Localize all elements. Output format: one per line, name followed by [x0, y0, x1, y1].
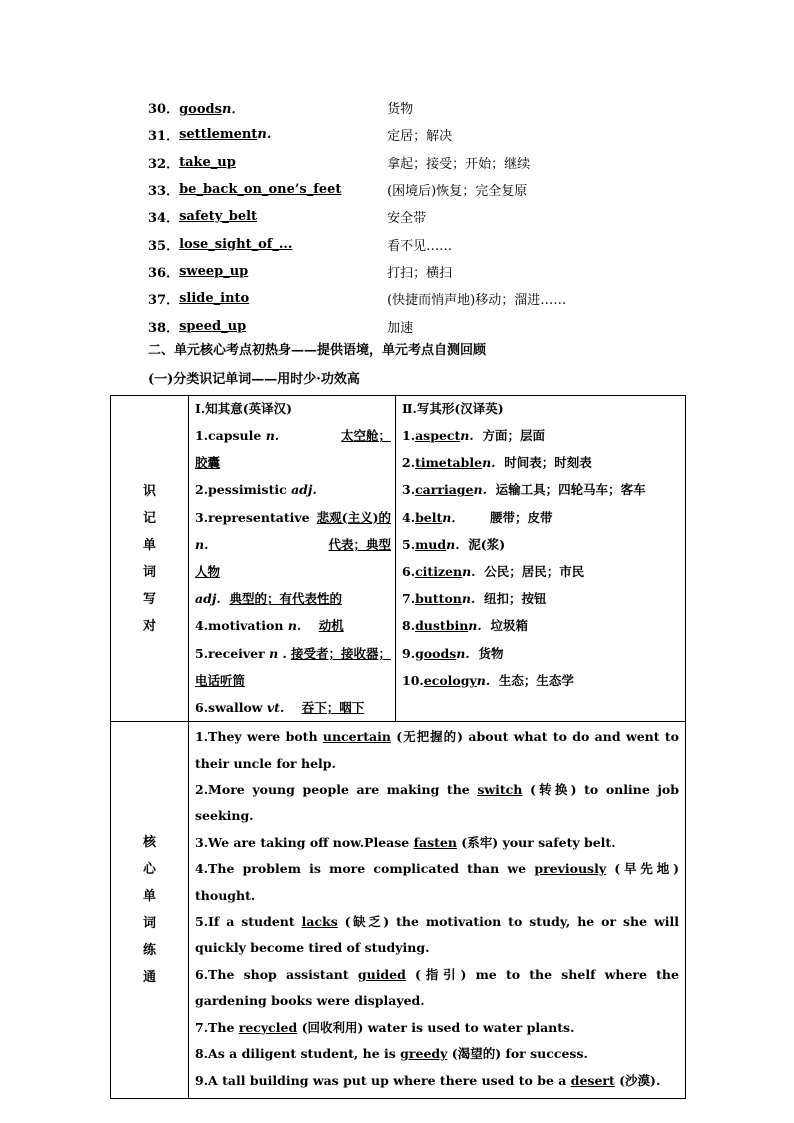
item-meaning: 打扫；横扫 [387, 265, 453, 281]
item-pos: n. [446, 536, 460, 552]
item-prefix: 9. [402, 645, 416, 661]
sentence-after: thought. [195, 887, 256, 903]
list-item [148, 258, 668, 285]
item-pos: n. [468, 618, 482, 634]
list-item [195, 422, 391, 449]
list-item [402, 667, 681, 694]
list-item-continued [195, 558, 391, 585]
item-term [179, 155, 387, 170]
sentence-hint: (转换) [522, 782, 585, 798]
sentence-answer: greedy [400, 1046, 448, 1062]
sentence-before: 8.As a diligent student, he is [195, 1046, 401, 1062]
term-answer: lose_sight_of_... [179, 236, 293, 252]
list-item [195, 640, 391, 667]
sentence-before: 7.The [195, 1019, 239, 1035]
sentence-item [195, 1068, 679, 1094]
item-answer-cont: 人物 [195, 564, 221, 580]
term-answer: goods [179, 102, 222, 118]
list-item [148, 121, 668, 148]
item-prefix: 5.receiver [195, 645, 270, 661]
item-pos: n. [473, 482, 487, 498]
item-pos: n. [461, 591, 476, 607]
item-pos: n. [456, 645, 470, 661]
list-item [402, 585, 681, 612]
item-answer-cont: 胶囊 [195, 455, 221, 471]
sentence-hint: (回收利用) [297, 1019, 368, 1035]
item-pos: n. [460, 428, 474, 443]
item-meaning: 看不见…… [387, 238, 453, 254]
column-header: Ⅰ.知其意(英译汉) [195, 401, 293, 416]
item-pos: n. [462, 564, 476, 580]
sentence-answer: fasten [413, 834, 457, 850]
item-answer: ecology [423, 672, 477, 688]
list-item [148, 176, 668, 203]
list-item [195, 612, 391, 639]
sentence-answer: lacks [301, 914, 338, 930]
item-answer: aspect [415, 428, 461, 443]
item-pos: n. [482, 455, 496, 471]
sentence-hint: (指引) [405, 966, 476, 982]
item-answer: 代表；典型 [328, 536, 391, 552]
sentence-answer: guided [357, 966, 406, 982]
item-prefix: 3. [402, 482, 416, 498]
item-meaning: 纽扣；按钮 [484, 591, 547, 607]
item-pos: adj. [195, 591, 221, 607]
item-prefix: 4.motivation [195, 618, 288, 634]
sentences-cell [189, 722, 686, 1099]
sentence-before: 3.We are taking off now.Please [195, 834, 414, 850]
term-answer: be_back_on_one’s_feet [179, 182, 342, 198]
sentence-hint: (早先地) [606, 861, 679, 877]
list-item [402, 531, 681, 558]
english-to-chinese-cell [189, 396, 396, 722]
list-item [148, 203, 668, 230]
list-item-continued [195, 449, 391, 476]
item-term [179, 127, 387, 142]
item-answer: 动机 [318, 618, 344, 634]
sentence-after: to online job seeking. [195, 782, 679, 824]
sentence-answer: switch [477, 782, 523, 798]
item-meaning: 安全带 [387, 211, 427, 227]
sentence-hint: (渴望的) [447, 1046, 506, 1062]
list-item [195, 694, 391, 721]
sentence-item [195, 962, 679, 1015]
item-pos: n. [265, 428, 280, 443]
item-meaning: 泥(浆) [468, 536, 506, 552]
item-number: 30． [148, 102, 180, 118]
item-term [179, 291, 387, 306]
term-pos: n. [257, 127, 272, 143]
column-header: Ⅱ.写其形(汉译英) [402, 401, 504, 416]
item-number: 33． [148, 184, 180, 200]
sentence-before: 2.More young people are making the [195, 782, 478, 798]
item-term [179, 319, 387, 334]
item-term [179, 209, 387, 224]
item-answer: 接受者；接收器； [290, 645, 391, 661]
sentence-before: 4.The problem is more complicated than we [195, 861, 535, 877]
item-prefix: 8. [402, 618, 416, 634]
item-prefix: 1. [402, 428, 416, 443]
item-answer: 太空舱； [340, 428, 391, 443]
item-meaning: 方面；层面 [482, 428, 545, 443]
row-label-cell [111, 396, 189, 722]
sentence-item [195, 1041, 679, 1067]
item-number: 36． [148, 265, 180, 281]
item-prefix: 10. [402, 672, 424, 688]
item-answer: carriage [415, 482, 474, 498]
item-term [179, 264, 387, 279]
term-answer: slide_into [179, 291, 250, 307]
item-pos: adj. [291, 482, 317, 498]
item-term [179, 237, 387, 252]
list-item [402, 558, 681, 585]
item-prefix: 5. [402, 536, 416, 552]
item-meaning: 拿起；接受；开始；继续 [387, 156, 531, 172]
list-item [148, 230, 668, 257]
sentence-item [195, 909, 679, 962]
sentence-after: water is used to water plants. [367, 1019, 575, 1035]
section-heading: 二、单元核心考点初热身——提供语境，单元考点自测回顾 [148, 343, 487, 358]
list-item [148, 312, 668, 339]
item-number: 34． [148, 211, 180, 227]
list-item [402, 476, 681, 503]
sentence-after: the motivation to study, he or she will quickly become tired of studying. [195, 914, 679, 956]
item-answer: 典型的；有代表性的 [229, 591, 342, 607]
row-label-cell [111, 722, 189, 1099]
item-answer: dustbin [415, 618, 469, 634]
list-item [402, 612, 681, 639]
item-pos: n. [287, 618, 302, 634]
item-meaning: 公民；居民；市民 [484, 564, 585, 580]
item-prefix: 4. [402, 509, 416, 525]
sentence-hint: (系牢) [456, 834, 503, 850]
sentence-item [195, 856, 679, 909]
sentence-before: 1.They were both [195, 729, 323, 745]
sentence-item [195, 724, 679, 777]
table-row [111, 722, 686, 1099]
item-prefix: 2. [402, 455, 416, 471]
list-item-continued [195, 667, 391, 694]
term-answer: take_up [179, 154, 236, 170]
item-pos: n. [195, 536, 209, 552]
item-meaning: 定居；解决 [387, 129, 453, 145]
sentence-item [195, 777, 679, 830]
item-meaning: 垃圾箱 [490, 618, 528, 634]
term-pos: n． [221, 102, 245, 118]
item-term [179, 182, 387, 197]
item-meaning: 货物 [387, 102, 414, 118]
sentence-hint: (无把握的) [390, 729, 469, 745]
item-pos: vt. [266, 700, 285, 716]
list-item [148, 149, 668, 176]
list-item [402, 640, 681, 667]
item-meaning: 加速 [387, 320, 414, 336]
sentence-item [195, 830, 679, 856]
term-answer: sweep_up [179, 263, 249, 279]
list-item [148, 94, 668, 121]
sentence-answer: recycled [238, 1019, 298, 1035]
sentence-hint: (沙漠) [614, 1072, 656, 1088]
item-answer: citizen [415, 564, 463, 580]
list-item [402, 422, 681, 449]
item-prefix: 6. [402, 564, 416, 580]
item-number: 35． [148, 238, 180, 254]
item-prefix: 1.capsule [195, 428, 266, 443]
sub-heading: (一)分类识记单词——用时少·功效高 [148, 372, 360, 387]
item-number: 37． [148, 293, 180, 309]
item-meaning: 时间表；时刻表 [504, 455, 592, 471]
item-meaning: 生态；生态学 [498, 672, 574, 688]
item-meaning: 腰带；皮带 [490, 509, 553, 525]
item-pos: n . [269, 645, 287, 661]
vocab-list [148, 94, 668, 340]
item-meaning: (快捷而悄声地)移动；溜进…… [387, 293, 567, 309]
term-answer: safety_belt [179, 209, 258, 225]
item-number: 38． [148, 320, 180, 336]
item-answer: button [415, 591, 462, 607]
sentence-item [195, 1015, 679, 1041]
item-pos: n． [442, 509, 464, 525]
sentence-hint: (缺乏) [337, 914, 397, 930]
sentence-before: 6.The shop assistant [195, 966, 358, 982]
sentence-before: 5.If a student [195, 914, 302, 930]
chinese-to-english-cell [396, 396, 686, 722]
item-number: 31． [148, 129, 180, 145]
row-label: 识记单词写对 [142, 483, 156, 634]
item-meaning: 运输工具；四轮马车；客车 [495, 482, 646, 498]
term-answer: speed_up [179, 318, 247, 334]
item-number: 32． [148, 156, 180, 172]
item-prefix: 2.pessimistic [195, 482, 292, 498]
item-answer: 悲观(主义)的 [316, 509, 391, 525]
item-term [179, 98, 387, 117]
item-answer: belt [415, 509, 443, 525]
item-meaning: (困境后)恢复；完全复原 [387, 184, 528, 200]
item-prefix: 7. [402, 591, 416, 607]
list-item [402, 449, 681, 476]
row-label: 核心单词练通 [142, 835, 156, 986]
sentence-answer: uncertain [322, 729, 391, 745]
item-pos: n. [476, 672, 491, 688]
sentence-after: me to the shelf where the gardening books were displayed. [195, 966, 679, 1009]
item-prefix: 6.swallow [195, 700, 267, 716]
sentence-after: your safety belt. [502, 834, 616, 850]
sentence-after: about what to do and went to their uncle for help. [195, 729, 679, 771]
vocabulary-table [110, 395, 686, 1099]
list-item [195, 585, 391, 612]
item-answer-cont: 电话听筒 [195, 672, 246, 688]
table-row [111, 396, 686, 722]
sentence-after: . [655, 1072, 661, 1088]
sentence-before: 9.A tall building was put up where there used to be a [195, 1072, 571, 1088]
sentence-after: for success. [505, 1046, 588, 1062]
item-answer: timetable [415, 455, 483, 471]
term-answer: settlement [179, 127, 258, 143]
list-item [148, 285, 668, 312]
item-answer: mud [415, 536, 447, 552]
sentence-answer: desert [570, 1072, 615, 1088]
item-prefix: 3.representative [195, 509, 310, 525]
list-item [402, 504, 681, 531]
item-meaning: 货物 [478, 645, 504, 661]
item-answer: 吞下；咽下 [301, 700, 365, 716]
sentence-answer: previously [534, 861, 607, 877]
item-answer: goods [415, 645, 457, 661]
